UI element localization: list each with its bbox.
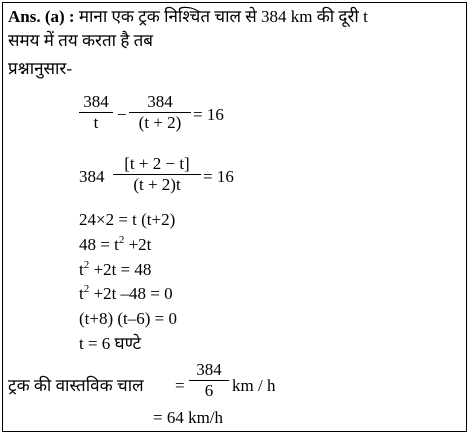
answer-box <box>2 2 467 432</box>
intro-line-2: समय में तय करता है तब <box>8 31 154 50</box>
eq1-numerator-2: 384 <box>147 92 173 111</box>
eq1-rhs: = 16 <box>193 105 224 124</box>
speed-label: ट्रक की वास्तविक चाल <box>8 376 144 395</box>
answer-label: Ans. (a) : <box>8 7 75 26</box>
step-3: $t^2 +2t = 48$ <box>79 259 152 279</box>
eq2-numerator: [t + 2 − t] <box>124 154 190 173</box>
eq2-prefix: 384 <box>79 167 105 186</box>
intro-text-1: माना एक ट्रक निश्चित चाल से 384 km की दूरी t <box>78 7 368 26</box>
step-6: t = 6 घण्टे <box>79 334 142 353</box>
intro-line-1 <box>8 7 368 27</box>
per-question-label: प्रश्नानुसार- <box>8 59 73 78</box>
eq1-denominator-1: t <box>93 113 99 132</box>
superscript-2: 2 <box>83 259 90 271</box>
speed-denominator: 6 <box>204 381 214 400</box>
eq1-numerator-1: 384 <box>83 92 109 111</box>
eq1-fraction-2 <box>129 92 191 133</box>
step-4: $t^2 +2t$ –48 = 0 <box>79 283 173 303</box>
speed-numerator: 384 <box>196 360 222 379</box>
eq1-denominator-2: (t + 2) <box>138 113 182 132</box>
eq2-denominator: (t + 2)t <box>133 175 181 194</box>
step-1: 24×2 = t (t+2) <box>79 210 176 229</box>
eq2-fraction <box>113 154 201 195</box>
speed-equals: = <box>175 376 185 395</box>
eq2-rhs: = 16 <box>203 167 234 186</box>
superscript-2: 2 <box>83 283 90 295</box>
speed-result: = 64 km/h <box>153 408 224 427</box>
step-5: (t+8) (t–6) = 0 <box>79 309 178 328</box>
eq1-minus: − <box>117 105 127 124</box>
speed-fraction <box>189 360 229 401</box>
eq1-fraction-1 <box>79 92 113 133</box>
superscript-2: 2 <box>118 234 125 246</box>
step-2: $48 = t^2 +2t$ <box>79 234 152 254</box>
speed-unit: km / h <box>232 376 276 395</box>
